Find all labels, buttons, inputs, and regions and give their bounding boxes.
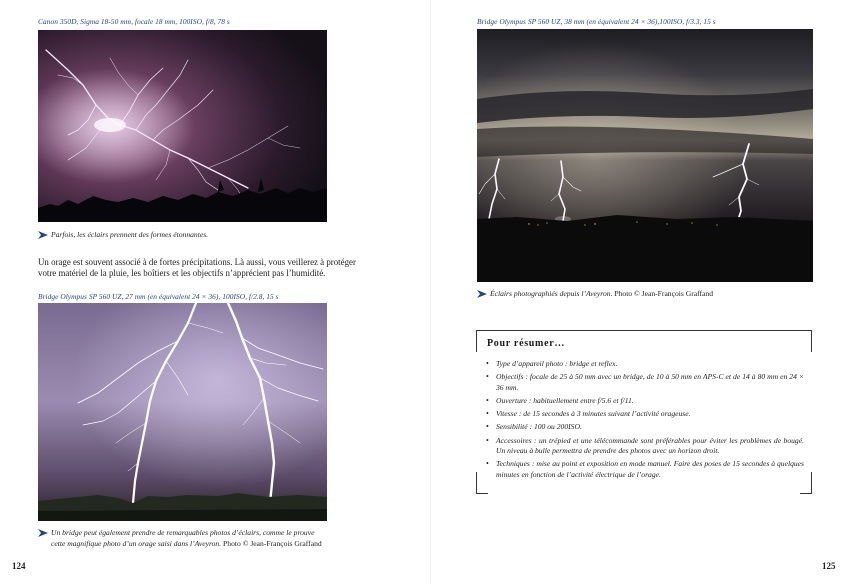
summary-item-text: Type d’appareil photo : bridge et reflex. xyxy=(496,359,618,368)
photo2-caption-line-1: Un bridge peut également prendre de remarquables photos d’éclairs, comme le prouve xyxy=(51,528,315,537)
caption-arrow-icon xyxy=(477,290,487,298)
paragraph-line-2: votre matériel de la pluie, les boîtiers et les objectifs n’apprécient pas l’humidité. xyxy=(38,268,326,279)
summary-item-text: Techniques : mise au point et exposition en mode manuel. Faire des poses de 15 secondes à quelques minutes en fonction de l’activité électrique de l’orage. xyxy=(496,459,804,479)
summary-item xyxy=(486,372,804,393)
photo-lightning-violet xyxy=(38,303,327,521)
photo1-caption-text: Parfois, les éclairs prennent des formes étonnantes. xyxy=(51,230,209,239)
photo2-caption xyxy=(38,528,368,549)
summary-box xyxy=(476,330,812,494)
bullet-icon: • xyxy=(486,435,489,445)
bullet-icon: • xyxy=(486,395,489,405)
photo2-caption-line-2-wrap xyxy=(38,539,368,550)
photo2-caption-line-2: cette magnifique photo d’un orage saisi dans l’Aveyron. xyxy=(51,538,222,548)
bullet-icon: • xyxy=(486,372,489,382)
photo3-credit: Photo © Jean-François Graffand xyxy=(614,289,714,298)
photo1-exif: Canon 350D, Sigma 18-50 mm, focale 18 mm, 100ISO, f/8, 78 s xyxy=(38,17,230,26)
right-page xyxy=(431,0,861,584)
photo3-caption xyxy=(477,289,813,300)
body-paragraph xyxy=(38,257,383,279)
summary-item xyxy=(486,422,804,433)
photo1-caption xyxy=(38,230,358,241)
caption-arrow-icon xyxy=(38,529,48,537)
summary-item-text: Ouverture : habituellement entre f/5.6 et f/11. xyxy=(496,395,634,405)
summary-title: Pour résumer… xyxy=(487,338,566,349)
bullet-icon: • xyxy=(486,422,489,432)
bullet-icon: • xyxy=(486,459,489,469)
paragraph-line-1: Un orage est souvent associé à de fortes précipitations. Là aussi, vous veillerez à protéger xyxy=(38,257,356,267)
photo-lightning-aveyron xyxy=(477,29,813,282)
summary-item-text: Sensibilité : 100 ou 200ISO. xyxy=(496,422,582,432)
summary-item-text: Objectifs : focale de 25 à 50 mm avec un bridge, de 10 à 50 mm en APS-C et de 14 à 80 mm en 24 × 36 mm. xyxy=(496,372,804,392)
summary-item-text: Vitesse : de 15 secondes à 3 minutes suivant l’activité orageuse. xyxy=(496,409,691,419)
caption-arrow-icon xyxy=(38,231,48,239)
summary-item xyxy=(486,396,804,407)
summary-item xyxy=(486,459,804,480)
summary-item xyxy=(486,436,804,457)
bullet-icon: • xyxy=(486,359,489,368)
summary-item xyxy=(486,359,804,370)
bullet-icon: • xyxy=(486,409,489,419)
summary-item-text: Accessoires : un trépied et une télécommande sont préférables pour éviter les problèmes de bougé. Un niveau à bulle permettra de prendre des photos avec un horizon droit. xyxy=(496,435,804,456)
page-number-right: 125 xyxy=(822,561,836,571)
photo3-caption-text: Éclairs photographiés depuis l’Aveyron. xyxy=(490,289,613,298)
photo2-credit: Photo © Jean-François Graffand xyxy=(223,538,322,548)
summary-item xyxy=(486,409,804,420)
page-number-left: 124 xyxy=(12,561,26,571)
left-page xyxy=(0,0,430,584)
photo3-exif: Bridge Olympus SP 560 UZ, 38 mm (en équivalent 24 × 36),100ISO, f/3.3, 15 s xyxy=(477,17,716,26)
photo2-exif: Bridge Olympus SP 560 UZ, 27 mm (en équivalent 24 × 36), 100ISO, f/2.8, 15 s xyxy=(38,292,279,301)
photo-lightning-pink xyxy=(38,30,327,222)
summary-list xyxy=(486,359,804,483)
